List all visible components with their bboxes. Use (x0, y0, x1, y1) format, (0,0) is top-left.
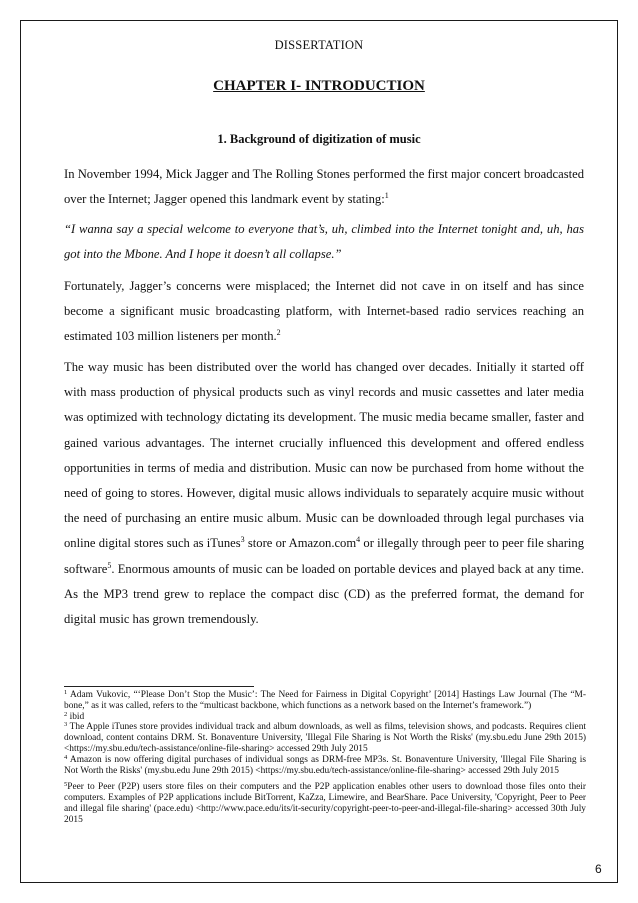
footnotes (64, 690, 586, 826)
paragraph-3-text-c: or illegally through peer to peer file sharing software (64, 536, 584, 576)
footnote-2: $^2$ ibid (64, 710, 85, 722)
footnote-separator (64, 686, 254, 687)
section-title: 1. Background of digitization of music (217, 132, 421, 146)
paragraph-3-text-b: store or Amazon.com (244, 536, 357, 551)
footnote-ref-1[interactable]: 1 (384, 191, 389, 201)
paragraph-2 (64, 274, 584, 350)
footnote-ref-2[interactable]: 2 (276, 328, 281, 338)
paragraph-3 (64, 355, 584, 632)
footnote-4: $^4$ Amazon is now offering digital purchases of individual songs as DRM-free MP3s. St. Bonaventure University, 'Illegal File Sharing is Not Worth the Risks' (my.sbu.edu June 29th 2015) <https://my.sbu.edu/tech-assistance/online-file-sharing> accessed 29th July 2015 (64, 753, 586, 776)
quote-text: “I wanna say a special welcome to everyone that’s, uh, climbed into the Internet tonight and, uh, has got into the Mbone. And I hope it doesn’t all collapse.” (64, 222, 584, 262)
footnote-ref-5[interactable]: 5 (107, 560, 112, 570)
paragraph-2-text: Fortunately, Jagger’s concerns were misplaced; the Internet did not cave in on itself and has since become a significant music broadcasting platform, with Internet-based radio services reaching an estimated 103 million listeners per month. (64, 279, 584, 344)
footnote-1: $^1$ Adam Vukovic, “‘Please Don’t Stop the Music’: The Need for Fairness in Digital Copyright’ [2014] Hastings Law Journal (The “M-bone,” as it was called, refers to the “multicast backbone, which functions as a network based on the Internet’s framework.”) (64, 689, 586, 711)
paragraph-3-text-d: . Enormous amounts of music can be loaded on portable devices and played back at any time. As the MP3 trend grew to replace the compact disc (CD) as the preferred format, the demand for digital music has grown tremendously. (64, 561, 584, 627)
footnote-3: $^3$ The Apple iTunes store provides individual track and album downloads, as well as films, television shows, and podcasts. Requires client download, content contains DRM. St. Bonaventure University, 'Illegal File Sharing is Not Worth the Risks' (my.sbu.edu June 29th 2015) <https://my.sbu.edu/tech-assistance/online-file-sharing> accessed 29th July 2015 (64, 721, 586, 754)
paragraph-1-text: In November 1994, Mick Jagger and The Rolling Stones performed the first major concert broadcasted over the Internet; Jagger opened this landmark event by stating: (64, 167, 584, 207)
footnote-ref-3[interactable]: 3 (240, 535, 245, 545)
running-header: DISSERTATION (274, 38, 364, 52)
paragraph-3-text-a: The way music has been distributed over the world has changed over decades. Initially it started off with mass production of physical products such as vinyl records and music cassettes and later media was optimized with technology dictating its development. The music media became smaller, faster and gained various advantages. The internet crucially influenced this development and offered endless opportunities in terms of media and distribution. Music can now be purchased from home without the need of going to stores. However, digital music allows individuals to separately acquire music without the need of purchasing an entire music album. Music can be downloaded through legal purchases via online digital stores such as iTunes (64, 360, 584, 551)
page-number: 6 (595, 862, 602, 876)
paragraph-1 (64, 162, 584, 212)
chapter-title: CHAPTER I- INTRODUCTION (213, 78, 425, 94)
footnote-ref-4[interactable]: 4 (356, 535, 361, 545)
footnote-5: $^5$Peer to Peer (P2P) users store files on their computers and the P2P application enables other users to download those files onto their computers. Examples of P2P applications include BitTorrent, KaZza, Limewire, and BearShare. Pace University, 'Copyright, Peer to Peer and illegal file sharing' (pace.edu) <http://www.pace.edu/its/it-security/copyright-peer-to-peer-and-illegal-file-sharing> accessed 30th July 2015 (64, 781, 586, 825)
quote-block (64, 217, 584, 267)
